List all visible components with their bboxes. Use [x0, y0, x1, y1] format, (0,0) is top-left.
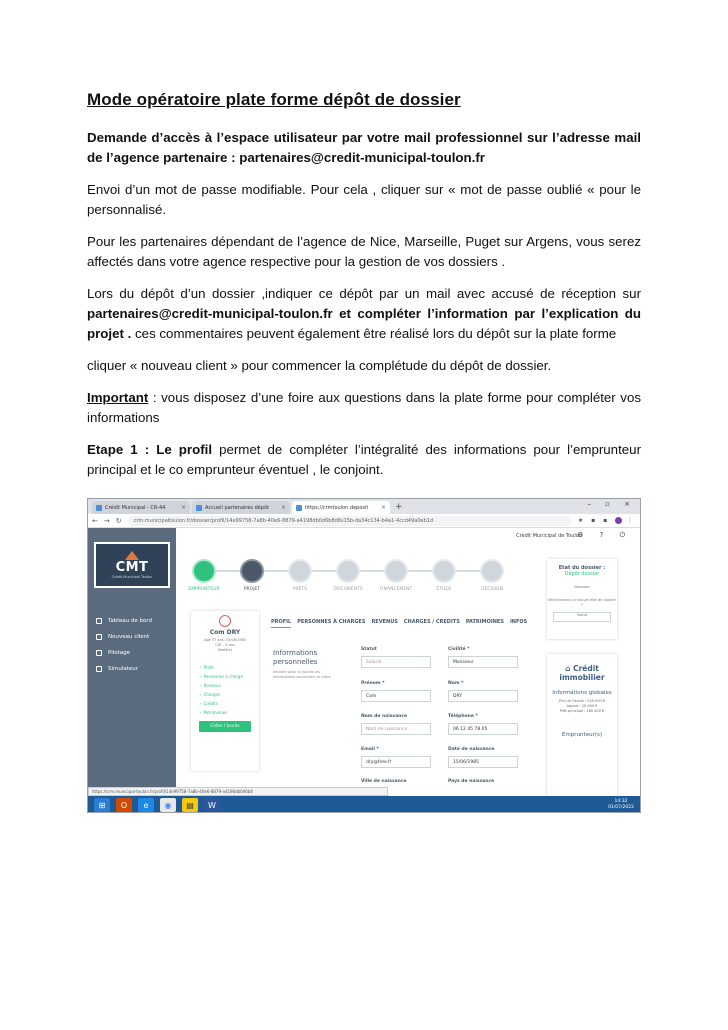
- paragraph-step1: [87, 440, 641, 480]
- tab-label: https://crmtoulon.deposit: [305, 504, 369, 511]
- check-label: Charges: [203, 692, 221, 697]
- check-label: Profil: [203, 665, 214, 670]
- field-label: Email *: [361, 747, 379, 752]
- step-label: PRÊTS: [292, 587, 308, 592]
- tab-revenus[interactable]: REVENUS: [371, 619, 398, 625]
- tab-patrimoines[interactable]: PATRIMOINES: [465, 619, 504, 625]
- check-label: Revenus: [203, 683, 221, 688]
- browser-tab-3[interactable]: [292, 501, 390, 514]
- form-tabs: [271, 619, 531, 628]
- tab-infos[interactable]: INFOS: [509, 619, 528, 625]
- deposit-text-a: Lors du dépôt d’un dossier ,indiquer ce dépôt par un mail avec accusé de réception sur: [87, 286, 641, 301]
- state-title: Etat du dossier :: [558, 565, 606, 571]
- check-item[interactable]: ✓ Crédits: [199, 701, 218, 706]
- credit-card: [547, 654, 617, 804]
- important-label: Important: [87, 390, 149, 405]
- client-info-line: Agé 37 ans, 15/06/1985: [203, 638, 247, 642]
- close-icon[interactable]: ×: [180, 504, 186, 511]
- step-label: DÉCISION: [481, 587, 503, 592]
- document-title: Mode opératoire plate forme dépôt de dossier: [87, 90, 461, 109]
- step1-label: Etape 1 : Le profil: [87, 442, 213, 457]
- field-label: Prénom *: [361, 681, 385, 686]
- clock: [608, 799, 634, 811]
- app-sidebar: [88, 528, 176, 800]
- client-info-line: Marié(e): [217, 648, 233, 652]
- sidebar-item-simulator[interactable]: [96, 666, 138, 672]
- bank-icon: ⌂: [565, 664, 574, 673]
- clock-time: 14:32: [614, 799, 628, 804]
- field-label: Pays de naissance: [448, 779, 495, 784]
- close-icon[interactable]: ×: [280, 504, 286, 511]
- step-projet[interactable]: [240, 559, 264, 583]
- windows-taskbar: [88, 796, 640, 813]
- url-input[interactable]: crm.municipaltoulon.fr/dossier/profil/14e99758-7a8b-40e6-8879-a4198db0d6b8d6s15b-da34c134-b4a1-4ccd49a0eb1d: [128, 516, 572, 526]
- paragraph-important: [87, 388, 641, 428]
- statut-select[interactable]: Salarié: [361, 656, 431, 668]
- emprunteurs-label: Emprunteur(s): [561, 732, 602, 738]
- clock-date: 01/07/2022: [608, 805, 634, 810]
- credit-title: [547, 664, 617, 682]
- browser-tab-1[interactable]: [92, 501, 190, 514]
- avatar: [219, 615, 231, 627]
- calculator-icon: [96, 666, 102, 672]
- sidebar-item-dashboard[interactable]: [96, 618, 152, 624]
- state-select[interactable]: Statut: [553, 612, 611, 622]
- header-icons[interactable]: ⚙ ? ⏻: [577, 531, 632, 539]
- logo-subtitle: Crédit Municipal Toulon: [111, 575, 153, 579]
- step-emprunteur[interactable]: [192, 559, 216, 583]
- new-tab-icon[interactable]: +: [395, 502, 403, 512]
- field-label: Ville de naissance: [361, 779, 407, 784]
- check-item[interactable]: ✓ Revenus: [199, 683, 221, 688]
- embedded-browser-screenshot: [87, 498, 641, 813]
- outlook-icon[interactable]: O: [116, 798, 132, 812]
- credit-line: Prix de l’achat : 200 000 €: [558, 699, 606, 703]
- sidebar-item-pilotage[interactable]: [96, 650, 130, 656]
- paragraph-deposit: [87, 284, 641, 344]
- state-message: Sélectionnez un nouvel état de dossier *: [547, 598, 617, 607]
- favicon-icon: [96, 505, 102, 511]
- date-naissance-field[interactable]: 15/06/1985: [448, 756, 518, 768]
- field-label: Téléphone *: [448, 714, 478, 719]
- extensions-icons[interactable]: ★ ▪ ▪ ⋮: [577, 517, 636, 524]
- field-label: Date de naissance: [448, 747, 495, 752]
- tab-label: Crédit Municipal - CR-44: [105, 504, 166, 511]
- prenom-field[interactable]: Com: [361, 690, 431, 702]
- document-body: [87, 90, 641, 492]
- field-label: Statut: [361, 647, 377, 652]
- field-label: Civilité *: [448, 647, 470, 652]
- profile-avatar[interactable]: [615, 517, 622, 524]
- step-label: PROJET: [243, 587, 261, 592]
- field-label: Nom de naissance: [361, 714, 408, 719]
- telephone-field[interactable]: 06 12 45 78 05: [448, 723, 518, 735]
- user-plus-icon: [96, 634, 102, 640]
- credit-lines: [547, 699, 617, 714]
- credit-line: Prêt principal : 180 000 €: [559, 709, 605, 713]
- deposit-text-c: ces commentaires peuvent également être réalisé lors du dépôt sur la plate forme: [131, 326, 617, 341]
- credit-subtitle: Informations globales: [552, 690, 612, 696]
- credit-title-text: Crédit immobilier: [559, 664, 605, 682]
- app-header: [176, 528, 640, 544]
- profile-form: [243, 639, 533, 799]
- client-info-line: CDI – 5 ans: [215, 643, 235, 647]
- reload-icon[interactable]: ↻: [115, 516, 122, 525]
- favicon-icon: [296, 505, 302, 511]
- step-label: DOCUMENTS: [333, 587, 363, 592]
- step-prets[interactable]: [288, 559, 312, 583]
- tab-label: Accueil partenaires dépôt: [205, 504, 270, 511]
- step-label: FINANCEMENT: [379, 587, 413, 592]
- sidebar-item-label: Simulateur: [108, 666, 139, 672]
- sidebar-item-label: Tableau de bord: [108, 618, 152, 624]
- browser-tab-2[interactable]: [192, 501, 290, 514]
- check-item[interactable]: ✓ Personnes à charge: [199, 674, 243, 679]
- create-access-button[interactable]: Créer l’accès: [199, 721, 251, 732]
- dossier-state-panel: [547, 559, 617, 639]
- logo-mark-icon: [125, 551, 139, 560]
- window-controls[interactable]: – ▫ ×: [587, 500, 636, 508]
- paragraph-new-client: cliquer « nouveau client » pour commencer la complétude du dépôt de dossier.: [87, 358, 552, 373]
- nom-field[interactable]: DRY: [448, 690, 518, 702]
- sidebar-item-label: Nouveau client: [108, 634, 150, 640]
- step-label: ÉTUDE: [436, 587, 452, 592]
- credit-line: Apport : 20 000 €: [566, 704, 598, 708]
- important-text: : vous disposez d’une foire aux questions dans la plate forme pour compléter vos informations: [87, 390, 641, 425]
- nom-naissance-field[interactable]: Nom de naissance: [361, 723, 431, 735]
- step-label: EMPRUNTEUR: [188, 587, 220, 592]
- section-subtitle: Veuillez saisir ici toutes les informations concernant le client: [273, 670, 331, 679]
- paragraph-agencies: Pour les partenaires dépendant de l’agence de Nice, Marseille, Puget sur Argens, vous serez affectés dans votre agence respective pour la gestion de vos dossiers .: [87, 234, 641, 269]
- access-request-text: Demande d’accès à l’espace utilisateur par votre mail professionnel sur l’adresse mail de l’agence partenaire : partenaires@credit-municipal-toulon.fr: [87, 130, 641, 165]
- check-item[interactable]: ✓ Charges: [199, 692, 221, 697]
- client-name: Com DRY: [209, 629, 241, 636]
- civilite-select[interactable]: Monsieur: [448, 656, 518, 668]
- step-documents[interactable]: [336, 559, 360, 583]
- paragraph-password: Envoi d’un mot de passe modifiable. Pour cela , cliquer sur « mot de passe oublié « pour le personnalisé.: [87, 182, 641, 217]
- progress-stepper: [188, 559, 528, 595]
- favicon-icon: [196, 505, 202, 511]
- forward-icon[interactable]: →: [103, 516, 110, 525]
- step1-text: permet de compléter l’intégralité des informations pour l’emprunteur principal et le co emprunteur éventuel , le conjoint.: [87, 442, 641, 477]
- tab-charges[interactable]: CHARGES / CREDITS: [403, 619, 460, 625]
- home-icon: [96, 618, 102, 624]
- check-item[interactable]: ✓ Patrimoines: [199, 710, 228, 715]
- sidebar-item-label: Pilotage: [108, 650, 131, 656]
- state-sub: Nouveau: [574, 585, 590, 589]
- deposit-text-b: partenaires@credit-municipal-toulon.fr et compléter l’information par l’explication du projet .: [87, 306, 641, 341]
- back-icon[interactable]: ←: [92, 516, 98, 525]
- check-label: Patrimoines: [203, 710, 228, 715]
- step-financement[interactable]: [384, 559, 408, 583]
- logo-text: CMT: [115, 560, 149, 575]
- state-value: Dépôt dossier: [564, 571, 600, 577]
- close-icon[interactable]: ×: [380, 504, 386, 511]
- sidebar-item-new-client[interactable]: [96, 634, 149, 640]
- org-name: Crédit Municipal de Toulon: [516, 533, 582, 539]
- step-etude[interactable]: [432, 559, 456, 583]
- section-title: Informations personnelles: [273, 649, 318, 666]
- explorer-icon[interactable]: ▤: [182, 798, 198, 812]
- check-item[interactable]: ✓ Profil: [199, 665, 214, 670]
- tab-personnes[interactable]: PERSONNES À CHARGES: [297, 619, 366, 625]
- status-url: https://crm.municipal-toulon.fr/profil/14e99758-7a8b-40e6-8879-a4198db0d6b8: [88, 787, 388, 796]
- tab-profil[interactable]: PROFIL: [271, 619, 291, 628]
- start-icon[interactable]: ⊞: [94, 798, 110, 812]
- word-icon[interactable]: W: [204, 798, 220, 812]
- check-label: Personnes à charge: [203, 674, 243, 679]
- gear-icon: [96, 650, 102, 656]
- ie-icon[interactable]: e: [138, 798, 154, 812]
- browser-tabbar: [88, 499, 640, 514]
- cmt-logo: [94, 542, 170, 588]
- address-bar: [88, 514, 640, 528]
- field-label: Nom *: [448, 681, 464, 686]
- step-decision[interactable]: [480, 559, 504, 583]
- paragraph-access-request: [87, 128, 641, 168]
- chrome-icon[interactable]: ◉: [160, 798, 176, 812]
- check-label: Crédits: [203, 701, 218, 706]
- email-field[interactable]: dry@free.fr: [361, 756, 431, 768]
